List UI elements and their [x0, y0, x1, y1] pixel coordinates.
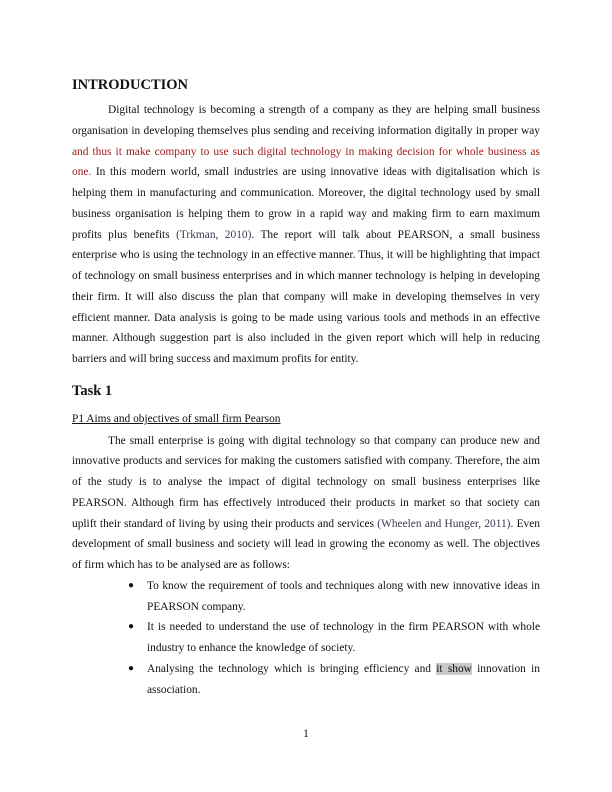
bullet-icon: ● — [128, 662, 135, 674]
list-item-text-2: innovation in association. — [147, 662, 540, 696]
task1-text-2: . Even development of small business and society will lead in growing the economy as well. The objectives of firm which has to be analysed are as follows: — [72, 517, 540, 571]
p1-subheading: P1 Aims and objectives of small firm Pearson — [72, 412, 281, 425]
introduction-paragraph — [72, 100, 540, 370]
introduction-heading: INTRODUCTION — [72, 77, 189, 93]
objectives-list — [72, 576, 540, 701]
page-number: 1 — [303, 728, 309, 740]
list-item — [128, 617, 540, 659]
citation-trkman: (Trkman, 2010) — [176, 228, 252, 241]
intro-text-3: . The report will talk about PEARSON, a small business enterprise who is using the technology in an effective manner. Thus, it will be highlighting that impact of technology on small business enterprises and in which manner technology is helping in developing their firm. It will also discuss the plan that company will make in developing themselves in very efficient manner. Data analysis is going to be made using various tools and methods in an effective manner. Although suggestion part is also included in the given report which will help in reducing barriers and will bring success and maximum profits for entity. — [72, 228, 540, 365]
intro-highlighted-text: and thus it make company to use such digital technology in making decision for whole business as one. — [72, 145, 540, 179]
list-item — [128, 576, 540, 618]
task1-paragraph — [72, 431, 540, 576]
list-item-text: It is needed to understand the use of technology in the firm PEARSON with whole industry to enhance the knowledge of society. — [147, 621, 540, 654]
task1-heading: Task 1 — [72, 382, 113, 399]
list-item — [128, 659, 540, 701]
document-page — [72, 76, 540, 700]
bullet-icon: ● — [128, 579, 135, 591]
list-item-text-1: Analysing the technology which is bringing efficiency and — [147, 662, 437, 675]
bullet-icon: ● — [128, 621, 135, 633]
list-item-text: To know the requirement of tools and techniques along with new innovative ideas in PEARSON company. — [147, 579, 540, 613]
highlighted-text: it show — [436, 662, 472, 675]
task1-text-1: The small enterprise is going with digital technology so that company can produce new and innovative products and services for making the customers satisfied with company. Therefore, the aim of the study is to analyse the impact of digital technology on small business enterprises like PEARSON. Although firm has effectively introduced their products in market so that society can uplift their standard of living by using their products and services — [72, 434, 540, 530]
intro-text-1: Digital technology is becoming a strength of a company as they are helping small business organisation in developing themselves plus sending and receiving information digitally in proper way — [72, 104, 540, 137]
citation-wheelen-hunger: (Wheelen and Hunger, 2011) — [377, 517, 511, 530]
intro-text-2: In this modern world, small industries are using innovative ideas with digitalisation which is helping them in manufacturing and communication. Moreover, the digital technology used by small business organisation is helping them to grow in a rapid way and making firm to earn maximum profits plus benefits — [72, 166, 540, 241]
